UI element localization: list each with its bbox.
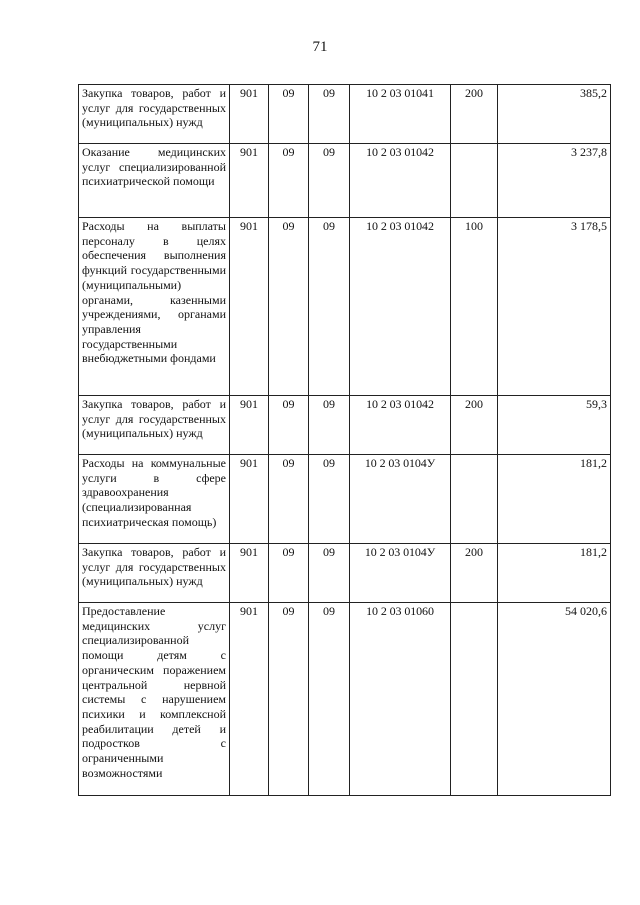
target-code: 10 2 03 01041 <box>350 85 451 144</box>
ministry-code: 901 <box>230 455 269 544</box>
expense-type-code <box>451 144 498 218</box>
target-code: 10 2 03 0104У <box>350 544 451 603</box>
target-code: 10 2 03 01060 <box>350 603 451 796</box>
table-row <box>79 85 611 144</box>
table-row <box>79 455 611 544</box>
amount: 181,2 <box>498 544 611 603</box>
section-code: 09 <box>269 218 309 396</box>
section-code: 09 <box>269 85 309 144</box>
amount: 54 020,6 <box>498 603 611 796</box>
section-code: 09 <box>269 603 309 796</box>
table-row <box>79 144 611 218</box>
section-code: 09 <box>269 396 309 455</box>
target-code: 10 2 03 01042 <box>350 396 451 455</box>
amount: 59,3 <box>498 396 611 455</box>
table-row <box>79 218 611 396</box>
row-name: Расходы на коммунальные услуги в сфере здравоохранения (специализированная психиатрическая помощь) <box>79 455 230 544</box>
subsection-code: 09 <box>309 455 350 544</box>
section-code: 09 <box>269 455 309 544</box>
subsection-code: 09 <box>309 144 350 218</box>
subsection-code: 09 <box>309 218 350 396</box>
subsection-code: 09 <box>309 603 350 796</box>
expense-type-code: 100 <box>451 218 498 396</box>
page-number: 71 <box>312 39 328 55</box>
target-code: 10 2 03 01042 <box>350 144 451 218</box>
table-row <box>79 544 611 603</box>
expense-type-code <box>451 603 498 796</box>
section-code: 09 <box>269 144 309 218</box>
table-row <box>79 396 611 455</box>
target-code: 10 2 03 01042 <box>350 218 451 396</box>
section-code: 09 <box>269 544 309 603</box>
expense-type-code <box>451 455 498 544</box>
subsection-code: 09 <box>309 544 350 603</box>
row-name: Предоставление медицинских услуг специализированной помощи детям с органическим поражением центральной нервной системы с нарушением психики и комплексной реабилитации детей и подростков с ограниченными возможностями <box>79 603 230 796</box>
subsection-code: 09 <box>309 396 350 455</box>
ministry-code: 901 <box>230 396 269 455</box>
budget-table <box>78 84 611 796</box>
ministry-code: 901 <box>230 218 269 396</box>
expense-type-code: 200 <box>451 544 498 603</box>
ministry-code: 901 <box>230 544 269 603</box>
expense-type-code: 200 <box>451 396 498 455</box>
amount: 3 237,8 <box>498 144 611 218</box>
row-name: Закупка товаров, работ и услуг для государственных (муниципальных) нужд <box>79 544 230 603</box>
target-code: 10 2 03 0104У <box>350 455 451 544</box>
row-name: Оказание медицинских услуг специализированной психиатрической помощи <box>79 144 230 218</box>
subsection-code: 09 <box>309 85 350 144</box>
ministry-code: 901 <box>230 603 269 796</box>
expense-type-code: 200 <box>451 85 498 144</box>
row-name: Закупка товаров, работ и услуг для государственных (муниципальных) нужд <box>79 85 230 144</box>
amount: 181,2 <box>498 455 611 544</box>
table-row <box>79 603 611 796</box>
amount: 385,2 <box>498 85 611 144</box>
amount: 3 178,5 <box>498 218 611 396</box>
row-name: Закупка товаров, работ и услуг для государственных (муниципальных) нужд <box>79 396 230 455</box>
ministry-code: 901 <box>230 85 269 144</box>
row-name: Расходы на выплаты персоналу в целях обеспечения выполнения функций государственными (муниципальными) органами, казенными учреждениями, органами управления государственными внебюджетными фондами <box>79 218 230 396</box>
ministry-code: 901 <box>230 144 269 218</box>
